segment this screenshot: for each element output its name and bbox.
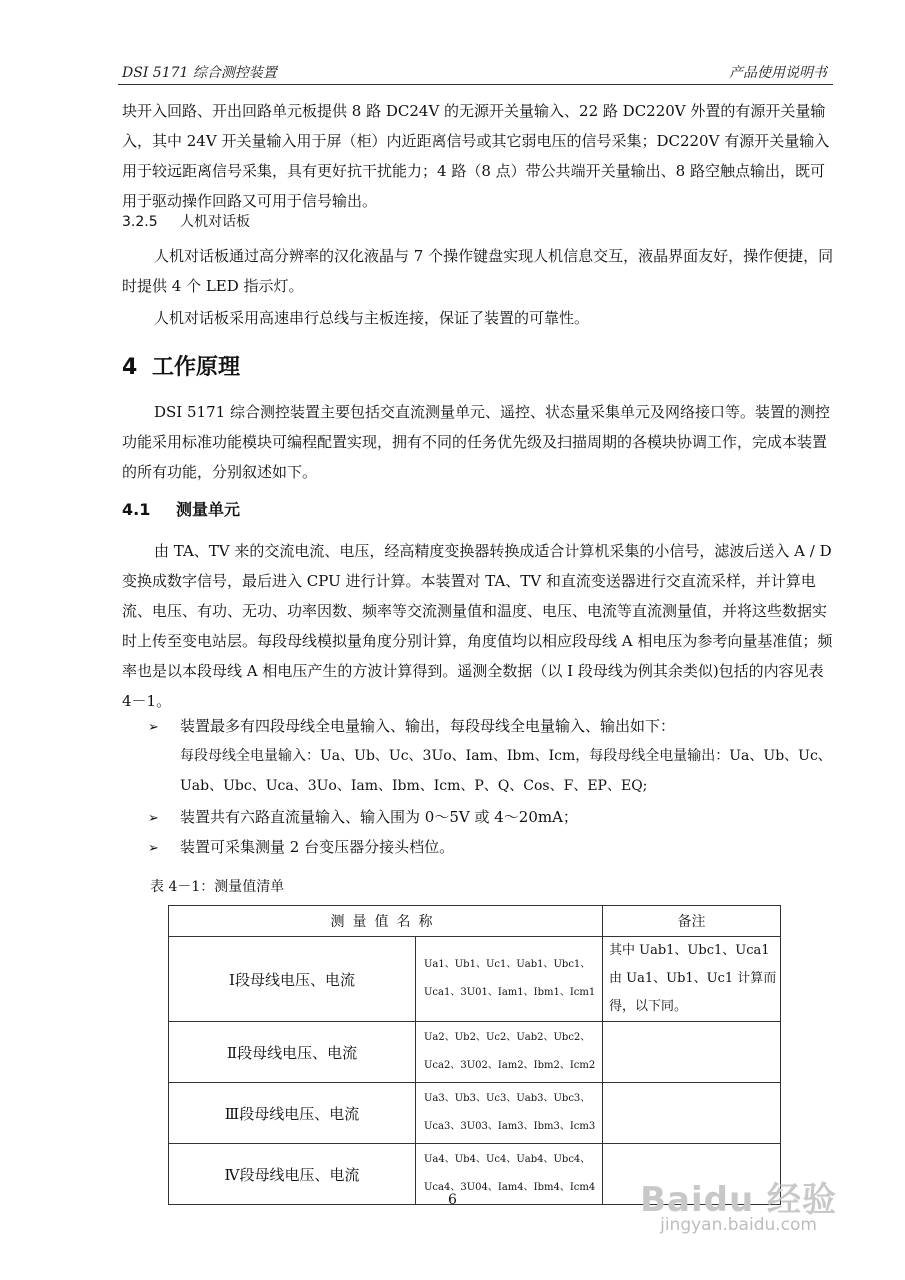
table-row bbox=[169, 937, 781, 1022]
table-row bbox=[169, 1022, 781, 1083]
bullet-arrow-icon: ➢ bbox=[148, 841, 159, 856]
section-number: 4.1 bbox=[122, 500, 151, 519]
row-name: Ⅳ段母线电压、电流 bbox=[169, 1144, 416, 1205]
row-values-line-2: Uca2、3U02、Iam2、Ibm2、Icm2 bbox=[424, 1060, 596, 1071]
list-item-text: 装置最多有四段母线全电量输入、输出，每段母线全电量输入、输出如下： bbox=[180, 717, 676, 735]
section-number: 3.2.5 bbox=[122, 214, 158, 230]
measurement-table bbox=[168, 905, 781, 1205]
row-values-line-1: Ua4、Ub4、Uc4、Uab4、Ubc4、 bbox=[424, 1154, 591, 1165]
list-item-text: 装置共有六路直流量输入、输入围为 0～5V 或 4～20mA； bbox=[180, 808, 578, 826]
row-note bbox=[603, 1022, 781, 1083]
section-325-paragraph-1: 人机对话板通过高分辨率的汉化液晶与 7 个操作键盘实现人机信息交互，液晶界面友好，操作便捷，同时提供 4 个 LED 指示灯。 bbox=[122, 247, 834, 295]
row-name: Ⅱ段母线电压、电流 bbox=[169, 1022, 416, 1083]
row-values bbox=[416, 1022, 603, 1083]
chapter-title: 工作原理 bbox=[152, 355, 241, 380]
row-values-line-1: Ua3、Ub3、Uc3、Uab3、Ubc3、 bbox=[424, 1093, 591, 1104]
row-values-line-2: Uca4、3U04、Iam4、Ibm4、Icm4 bbox=[424, 1182, 596, 1193]
page-number: 6 bbox=[448, 1192, 457, 1208]
chapter-4-paragraph: DSI 5171 综合测控装置主要包括交直流测量单元、遥控、状态量采集单元及网络接口等。装置的测控功能采用标准功能模块可编程配置实现，拥有不同的任务优先级及扫描周期的各模块协调工作，完成本装置的所有功能，分别叙述如下。 bbox=[122, 403, 830, 481]
row-values-line-1: Ua1、Ub1、Uc1、Uab1、Ubc1、 bbox=[424, 959, 591, 970]
bullet-arrow-icon: ➢ bbox=[148, 811, 159, 826]
table-header-row bbox=[169, 906, 781, 937]
list-item-text: 装置可采集测量 2 台变压器分接头档位。 bbox=[180, 838, 455, 856]
header-rule bbox=[118, 84, 833, 85]
section-title: 人机对话板 bbox=[180, 214, 250, 230]
baidu-jingyan-watermark bbox=[640, 1172, 837, 1235]
list-item bbox=[148, 836, 454, 857]
column-header-name: 测量值名称 bbox=[169, 906, 603, 937]
row-values bbox=[416, 1083, 603, 1144]
header-doc-title: DSI 5171 综合测控装置 bbox=[122, 65, 277, 81]
section-title: 测量单元 bbox=[176, 500, 241, 519]
bullet-arrow-icon: ➢ bbox=[148, 720, 159, 735]
section-41-heading bbox=[122, 497, 240, 520]
bus-quantity-line-2: Uab、Ubc、Uca、3Uo、Iam、Ibm、Icm、P、Q、Cos、F、EP、EQ; bbox=[180, 778, 648, 794]
bus-quantity-line-1: 每段母线全电量输入：Ua、Ub、Uc、3Uo、Iam、Ibm、Icm，每段母线全电量输出：Ua、Ub、Uc、 bbox=[180, 748, 832, 764]
intro-paragraph: 块开入回路、开出回路单元板提供 8 路 DC24V 的无源开关量输入、22 路 DC220V 外置的有源开关量输入，其中 24V 开关量输入用于屏（柜）内近距离信号或其它弱电压的信号采集；DC220V 有源开关量输入用于较远距离信号采集，具有更好抗干扰能力；4 路（8 点）带公共端开关量输出、8 路空触点输出，既可用于驱动操作回路又可用于信号输出。 bbox=[122, 102, 830, 210]
row-values-line-1: Ua2、Ub2、Uc2、Uab2、Ubc2、 bbox=[424, 1032, 591, 1043]
section-325-paragraph-2: 人机对话板采用高速串行总线与主板连接，保证了装置的可靠性。 bbox=[154, 309, 590, 327]
section-325-heading bbox=[122, 211, 250, 231]
row-values bbox=[416, 937, 603, 1022]
watermark-logo: Baidu 经验 bbox=[640, 1180, 837, 1220]
chapter-number: 4 bbox=[122, 355, 138, 380]
row-note: 其中 Uab1、Ubc1、Uca1 由 Ua1、Ub1、Uc1 计算而得，以下同。 bbox=[603, 937, 781, 1022]
list-item bbox=[148, 806, 578, 827]
watermark-url: jingyan.baidu.com bbox=[660, 1215, 817, 1235]
row-name: Ⅰ段母线电压、电流 bbox=[169, 937, 416, 1022]
chapter-4-heading bbox=[122, 350, 240, 381]
table-row bbox=[169, 1083, 781, 1144]
row-name: Ⅲ段母线电压、电流 bbox=[169, 1083, 416, 1144]
row-values-line-2: Uca3、3U03、Iam3、Ibm3、Icm3 bbox=[424, 1121, 596, 1132]
row-values-line-2: Uca1、3U01、Iam1、Ibm1、Icm1 bbox=[424, 987, 596, 998]
row-note bbox=[603, 1083, 781, 1144]
column-header-note: 备注 bbox=[603, 906, 781, 937]
section-41-paragraph: 由 TA、TV 来的交流电流、电压，经高精度变换器转换成适合计算机采集的小信号，滤波后送入 A / D 变换成数字信号，最后进入 CPU 进行计算。本装置对 TA、TV 和直流变送器进行交直流采样，并计算电流、电压、有功、无功、功率因数、频率等交流测量值和温度、电压、电流等直流测量值，并将这些数据实时上传至变电站层。每段母线模拟量角度分别计算，角度值均以相应段母线 A 相电压为参考向量基准值；频率也是以本段母线 A 相电压产生的方波计算得到。遥测全数据（以 I 段母线为例其余类似)包括的内容见表 4－1。 bbox=[122, 542, 833, 710]
table-caption: 表 4－1：测量值清单 bbox=[150, 879, 285, 895]
header-manual-title: 产品使用说明书 bbox=[729, 65, 827, 81]
list-item bbox=[148, 715, 675, 736]
